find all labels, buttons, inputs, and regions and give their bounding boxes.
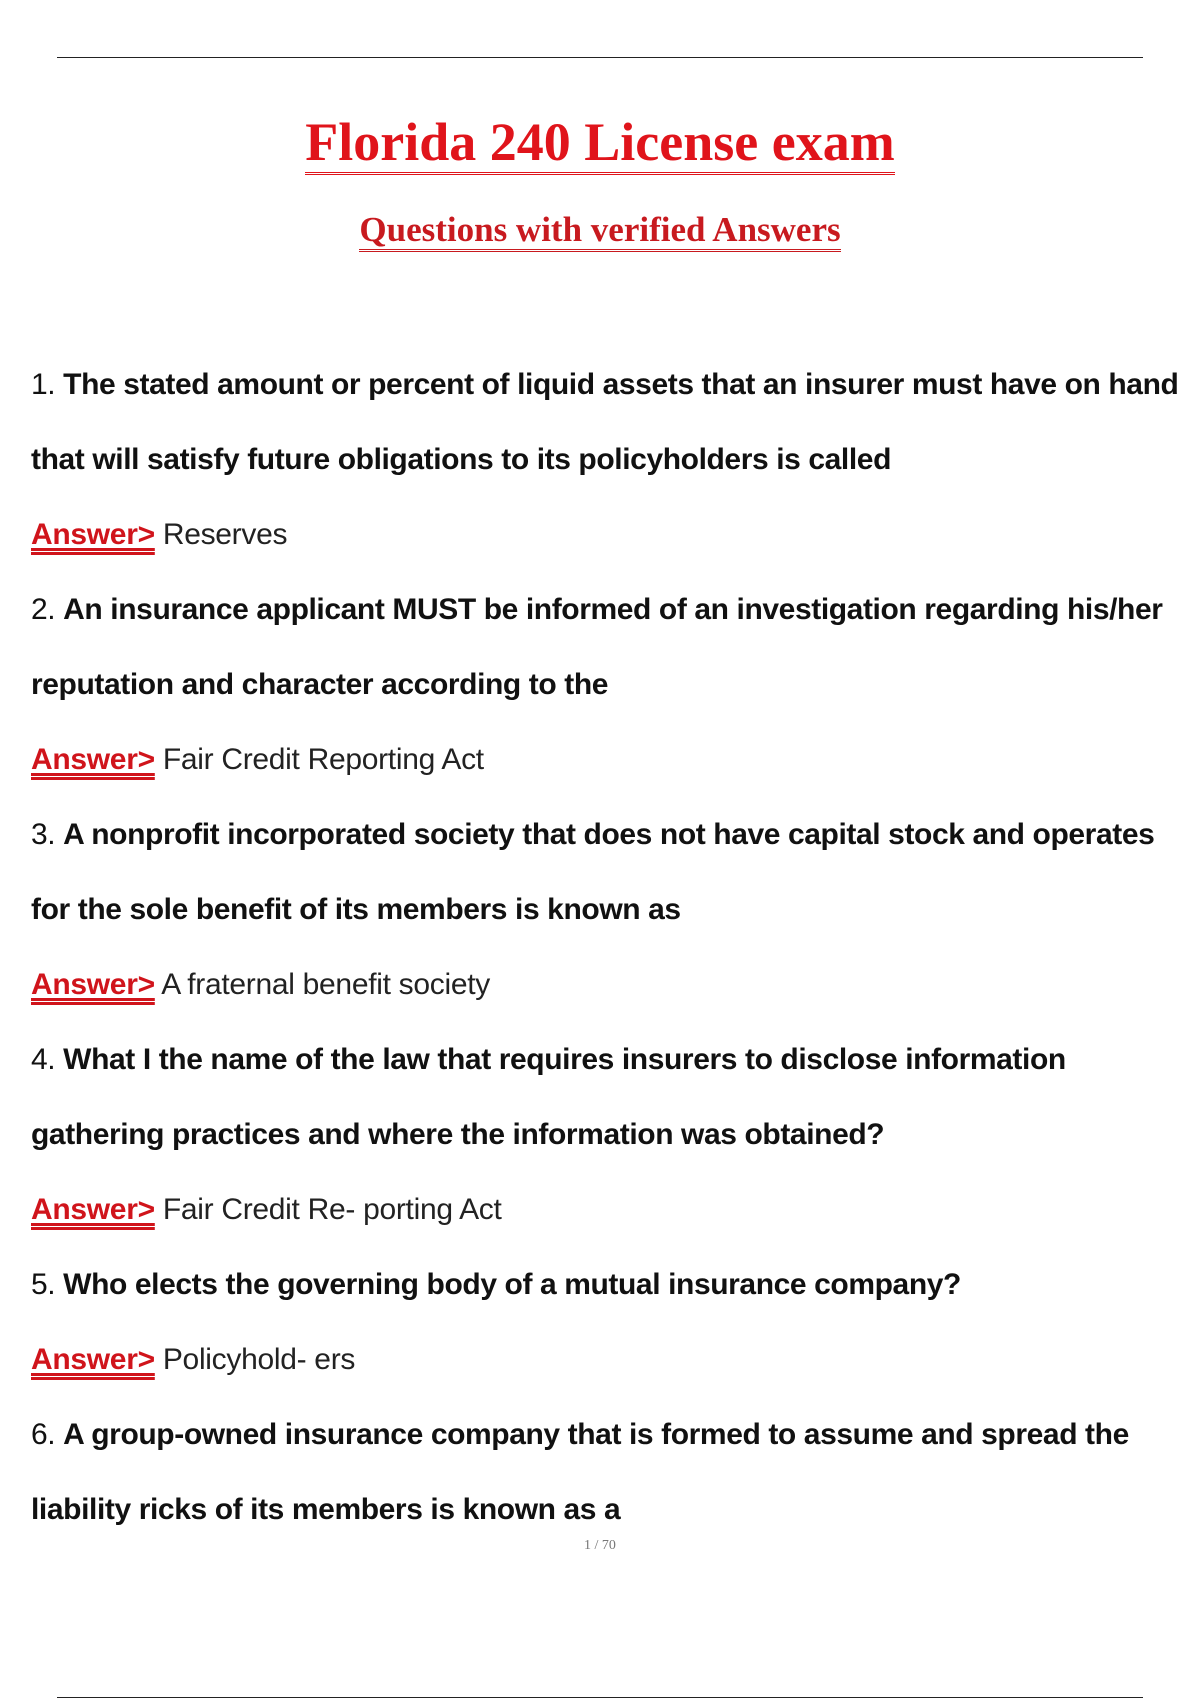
answer-label: Answer>	[31, 518, 155, 551]
answer-line	[31, 1322, 1181, 1397]
question-body: Who elects the governing body of a mutual insurance company?	[63, 1268, 961, 1301]
answer-text: Reserves	[162, 518, 288, 551]
question-text	[31, 1022, 1181, 1172]
question-item	[31, 1022, 1181, 1247]
question-text	[31, 797, 1181, 947]
bottom-rule	[57, 1697, 1143, 1698]
question-number: 5.	[31, 1268, 56, 1301]
question-body: The stated amount or percent of liquid assets that an insurer must have on hand that will satisfy future obligations to its policyholders is called	[31, 368, 1179, 476]
question-item	[31, 797, 1181, 1022]
question-body: An insurance applicant MUST be informed of an investigation regarding his/her reputation and character according to the	[31, 593, 1163, 701]
question-number: 3.	[31, 818, 56, 851]
answer-text: Fair Credit Re- porting Act	[162, 1193, 502, 1226]
question-number: 4.	[31, 1043, 56, 1076]
question-item	[31, 1397, 1181, 1547]
question-number: 1.	[31, 368, 56, 401]
question-list	[31, 347, 1181, 1547]
question-item	[31, 1247, 1181, 1397]
question-number: 2.	[31, 593, 56, 626]
question-number: 6.	[31, 1418, 56, 1451]
question-text	[31, 1247, 1181, 1322]
document-title: Florida 240 License exam	[0, 108, 1200, 176]
answer-line	[31, 1172, 1181, 1247]
page-indicator: 1 / 70	[584, 1538, 616, 1553]
question-text	[31, 572, 1181, 722]
question-item	[31, 572, 1181, 797]
question-body: A group-owned insurance company that is formed to assume and spread the liability ricks of its members is known as a	[31, 1418, 1129, 1526]
question-text	[31, 1397, 1181, 1547]
answer-label: Answer>	[31, 1343, 155, 1376]
answer-line	[31, 497, 1181, 572]
answer-line	[31, 947, 1181, 1022]
answer-label: Answer>	[31, 743, 155, 776]
answer-text: Policyhold- ers	[162, 1343, 356, 1376]
document-subtitle: Questions with verified Answers	[0, 205, 1200, 255]
question-body: A nonprofit incorporated society that does not have capital stock and operates for the sole benefit of its members is known as	[31, 818, 1155, 926]
question-item	[31, 347, 1181, 572]
top-rule	[57, 57, 1143, 58]
answer-text: A fraternal benefit society	[161, 968, 490, 1001]
answer-label: Answer>	[31, 1193, 155, 1226]
answer-line	[31, 722, 1181, 797]
answer-text: Fair Credit Reporting Act	[162, 743, 484, 776]
question-text	[31, 347, 1181, 497]
question-body: What I the name of the law that requires insurers to disclose information gathering practices and where the information was obtained?	[31, 1043, 1066, 1151]
answer-label: Answer>	[31, 968, 155, 1001]
